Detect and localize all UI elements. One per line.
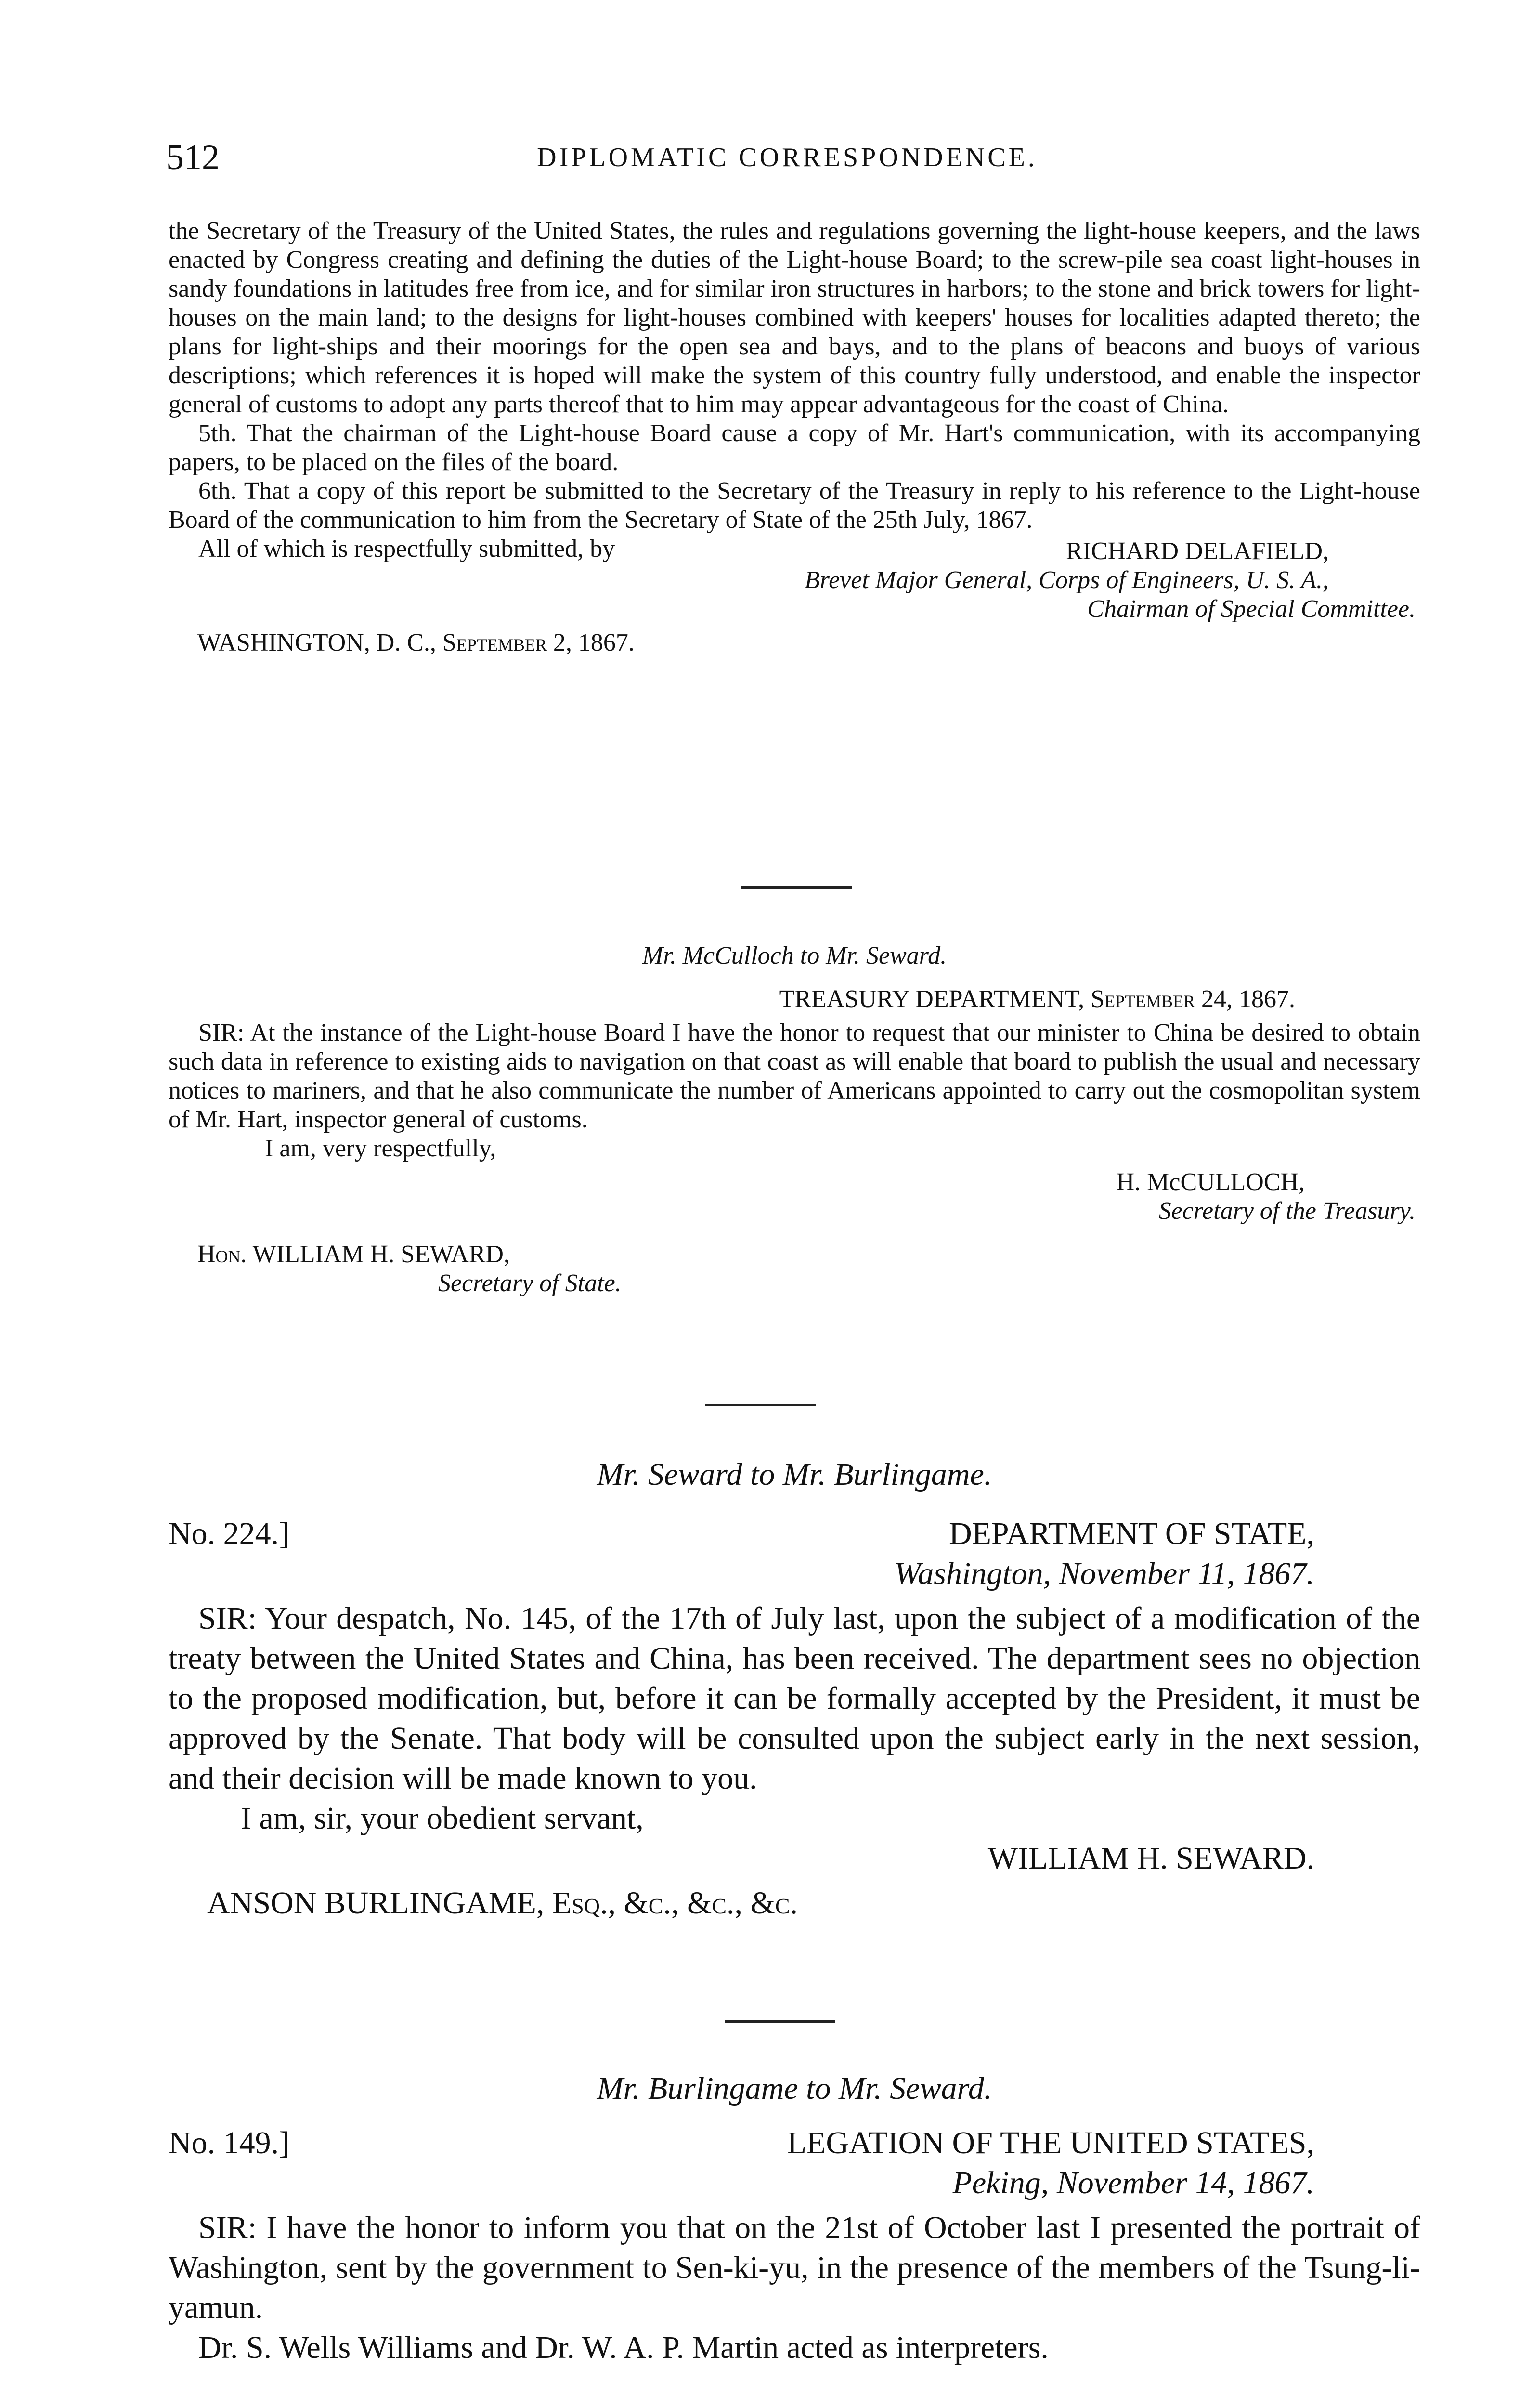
letter-body-continued: Dr. S. Wells Williams and Dr. W. A. P. Martin acted as interpreters. <box>198 2330 1049 2365</box>
section-divider <box>705 1404 816 1406</box>
letter-body: SIR: Your despatch, No. 145, of the 17th of July last, upon the subject of a modification of the treaty between the United States and China, has been received. The department sees no objection to the proposed modification, but, before it can be formally accepted by the President, it must be approved by the Senate. That body will be consulted upon the subject early in the next session, and their decision will be made known to you. <box>169 1601 1420 1796</box>
dateline-date: Washington, November 11, 1867. <box>894 1556 1314 1591</box>
mcculloch-letter <box>169 942 1420 1298</box>
letter-dateline: TREASURY DEPARTMENT, September 24, 1867. <box>779 985 1295 1013</box>
dateline-office: LEGATION OF THE UNITED STATES, <box>787 2125 1314 2160</box>
letter-signer: WILLIAM H. SEWARD. <box>987 1841 1314 1876</box>
letter-body: SIR: At the instance of the Light-house Board I have the honor to request that our minister to China be desired to obtain such data in reference to existing aids to navigation on that coast as will enable that board to publish the usual and necessary notices to mariners, and that he also communicate the number of Americans appointed to carry out the cosmopolitan system of Mr. Hart, inspector general of customs. <box>169 1019 1420 1133</box>
letter-header-row <box>169 1514 1420 1594</box>
running-head: DIPLOMATIC CORRESPONDENCE. <box>537 143 1038 172</box>
letter-closing: I am, sir, your obedient servant, <box>241 1801 644 1836</box>
dateline-date: Peking, November 14, 1867. <box>952 2165 1314 2200</box>
letter-dateline <box>894 1514 1420 1594</box>
despatch-number: No. 149.] <box>169 2125 290 2160</box>
letter-signer: H. McCULLOCH, <box>1116 1168 1305 1196</box>
dateline-office: DEPARTMENT OF STATE, <box>948 1516 1314 1551</box>
letter-closing: I am, very respectfully, <box>265 1135 496 1162</box>
letter-signer-title: Secretary of the Treasury. <box>1158 1197 1416 1225</box>
report-closing: All of which is respectfully submitted, by <box>198 535 615 563</box>
page-header <box>166 137 1408 181</box>
letter-heading: Mr. Burlingame to Mr. Seward. <box>597 2071 992 2106</box>
letter-heading: Mr. McCulloch to Mr. Seward. <box>642 942 947 969</box>
burlingame-letter <box>169 2068 1420 2368</box>
report-dateline: WASHINGTON, D. C., September 2, 1867. <box>197 629 635 656</box>
letter-header-row <box>169 2123 1420 2203</box>
report-signer-committee: Chairman of Special Committee. <box>1087 595 1416 623</box>
report-item-6: 6th. That a copy of this report be submitted to the Secretary of the Treasury in reply to his reference to the Light-house Board of the communication to him from the Secretary of State of the 25th July, 1867. <box>169 477 1420 534</box>
seward-letter <box>169 1454 1420 1923</box>
addressee-name: Hon. WILLIAM H. SEWARD, <box>197 1241 510 1268</box>
letter-addressee <box>169 1240 1420 1298</box>
addressee-title: Secretary of State. <box>438 1269 622 1297</box>
letter-dateline <box>787 2123 1420 2203</box>
letter-addressee: ANSON BURLINGAME, Esq., &c., &c., &c. <box>207 1885 798 1921</box>
page-number: 512 <box>166 138 220 177</box>
letter-heading: Mr. Seward to Mr. Burlingame. <box>597 1457 992 1492</box>
delafield-report <box>169 217 1420 657</box>
letter-body: SIR: I have the honor to inform you that on the 21st of October last I presented the portrait of Washington, sent by the government to Sen-ki-yu, in the presence of the members of the Tsung-li-yamun. <box>169 2210 1420 2325</box>
section-divider <box>725 2020 835 2023</box>
report-item-5: 5th. That the chairman of the Light-house Board cause a copy of Mr. Hart's communication, with its accompanying papers, to be placed on the files of the board. <box>169 419 1420 476</box>
report-signer-title: Brevet Major General, Corps of Engineers, U. S. A., <box>805 566 1329 594</box>
despatch-number: No. 224.] <box>169 1516 290 1551</box>
report-signer: RICHARD DELAFIELD, <box>1066 537 1329 565</box>
section-divider <box>741 886 852 889</box>
report-continuation: the Secretary of the Treasury of the United States, the rules and regulations governing the light-house keepers, and the laws enacted by Congress creating and defining the duties of the Light-house Board; to the screw-pile sea coast light-houses in sandy foundations in latitudes free from ice, and for similar iron structures in harbors; to the stone and brick towers for light-houses on the main land; to the designs for light-houses combined with keepers' houses for localities adapted thereto; the plans for light-ships and their moorings for the open sea and bays, and to the plans of beacons and buoys of various descriptions; which references it is hoped will make the system of this country fully understood, and enable the inspector general of customs to adopt any parts thereof that to him may appear advantageous for the coast of China. <box>169 217 1420 418</box>
